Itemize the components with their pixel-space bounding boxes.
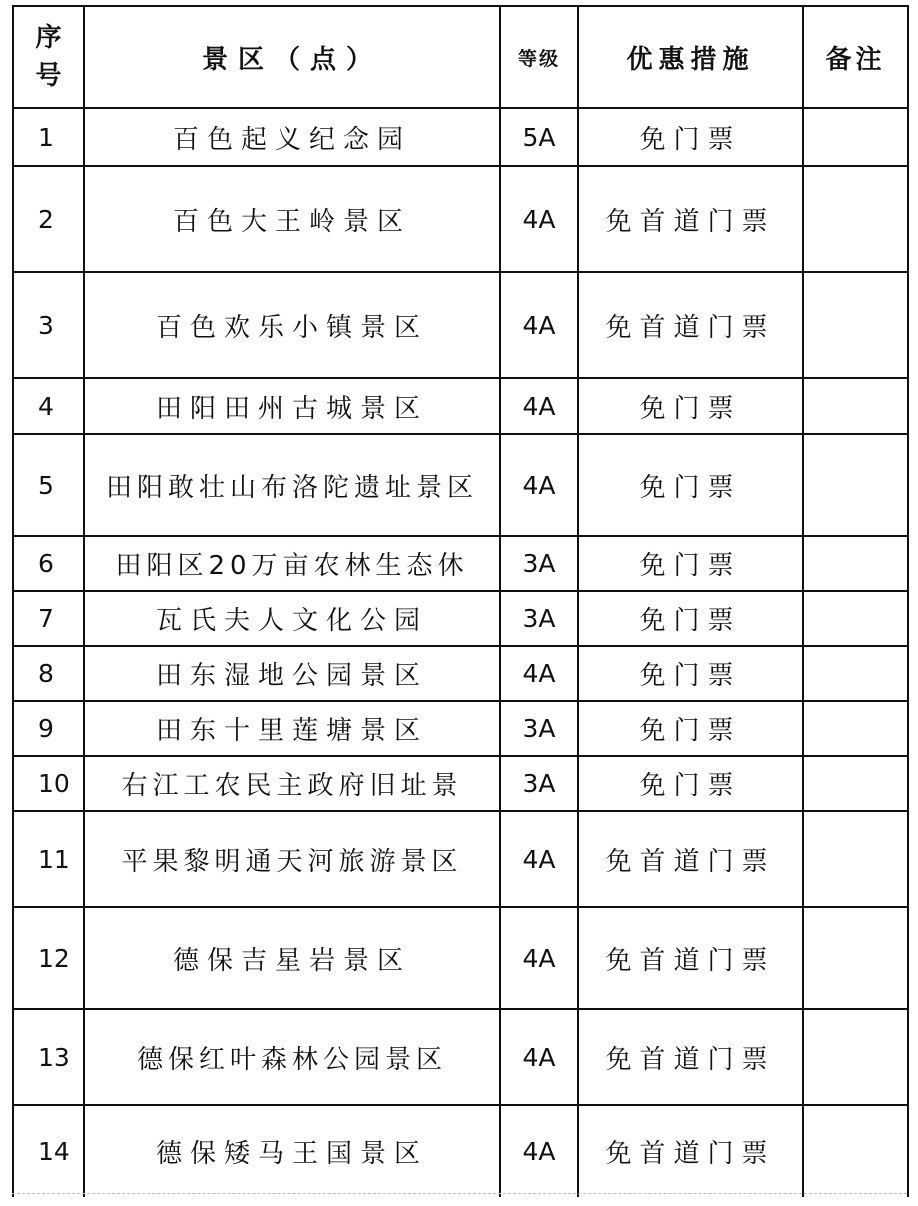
row-seq: 14 bbox=[13, 1105, 84, 1197]
table-row bbox=[13, 536, 908, 591]
page-cut-line bbox=[12, 1193, 907, 1194]
table-row bbox=[13, 1009, 908, 1105]
row-seq: 13 bbox=[13, 1009, 84, 1105]
row-name: 田阳田州古城景区 bbox=[84, 378, 500, 434]
row-measure: 免门票 bbox=[578, 701, 803, 756]
row-note bbox=[803, 591, 908, 646]
row-note bbox=[803, 166, 908, 272]
row-grade: 4A bbox=[500, 434, 578, 536]
table-row bbox=[13, 272, 908, 378]
row-grade: 4A bbox=[500, 646, 578, 701]
row-measure: 免首道门票 bbox=[578, 166, 803, 272]
row-grade: 3A bbox=[500, 756, 578, 811]
row-grade: 4A bbox=[500, 811, 578, 907]
row-seq: 3 bbox=[13, 272, 84, 378]
row-note bbox=[803, 536, 908, 591]
header-grade: 等级 bbox=[500, 6, 578, 108]
table-row bbox=[13, 646, 908, 701]
row-name: 右江工农民主政府旧址景 bbox=[84, 756, 500, 811]
row-seq: 9 bbox=[13, 701, 84, 756]
row-name: 瓦氏夫人文化公园 bbox=[84, 591, 500, 646]
table-row bbox=[13, 701, 908, 756]
row-seq: 5 bbox=[13, 434, 84, 536]
row-name: 德保吉星岩景区 bbox=[84, 907, 500, 1009]
row-measure: 免首道门票 bbox=[578, 1009, 803, 1105]
table-row bbox=[13, 108, 908, 166]
row-grade: 3A bbox=[500, 591, 578, 646]
row-seq: 1 bbox=[13, 108, 84, 166]
row-name: 田阳区20万亩农林生态休 bbox=[84, 536, 500, 591]
row-measure: 免门票 bbox=[578, 108, 803, 166]
row-seq: 6 bbox=[13, 536, 84, 591]
row-measure: 免首道门票 bbox=[578, 811, 803, 907]
header-row bbox=[13, 6, 908, 108]
row-measure: 免门票 bbox=[578, 536, 803, 591]
row-note bbox=[803, 701, 908, 756]
row-grade: 4A bbox=[500, 166, 578, 272]
row-note bbox=[803, 756, 908, 811]
row-name: 田东十里莲塘景区 bbox=[84, 701, 500, 756]
row-measure: 免门票 bbox=[578, 646, 803, 701]
row-note bbox=[803, 811, 908, 907]
row-note bbox=[803, 1009, 908, 1105]
table-row bbox=[13, 811, 908, 907]
row-measure: 免首道门票 bbox=[578, 1105, 803, 1197]
row-grade: 3A bbox=[500, 701, 578, 756]
row-seq: 12 bbox=[13, 907, 84, 1009]
row-note bbox=[803, 108, 908, 166]
row-name: 百色欢乐小镇景区 bbox=[84, 272, 500, 378]
row-measure: 免门票 bbox=[578, 434, 803, 536]
row-name: 百色大王岭景区 bbox=[84, 166, 500, 272]
table-row bbox=[13, 907, 908, 1009]
row-grade: 5A bbox=[500, 108, 578, 166]
header-name: 景区（点） bbox=[84, 6, 500, 108]
row-grade: 3A bbox=[500, 536, 578, 591]
table-row bbox=[13, 1105, 908, 1197]
row-note bbox=[803, 907, 908, 1009]
row-seq: 7 bbox=[13, 591, 84, 646]
table-row bbox=[13, 591, 908, 646]
row-measure: 免门票 bbox=[578, 756, 803, 811]
row-seq: 10 bbox=[13, 756, 84, 811]
row-note bbox=[803, 646, 908, 701]
row-grade: 4A bbox=[500, 1009, 578, 1105]
row-grade: 4A bbox=[500, 378, 578, 434]
row-name: 田东湿地公园景区 bbox=[84, 646, 500, 701]
row-grade: 4A bbox=[500, 907, 578, 1009]
row-name: 德保红叶森林公园景区 bbox=[84, 1009, 500, 1105]
row-measure: 免门票 bbox=[578, 591, 803, 646]
header-note: 备注 bbox=[803, 6, 908, 108]
row-name: 德保矮马王国景区 bbox=[84, 1105, 500, 1197]
row-measure: 免门票 bbox=[578, 378, 803, 434]
table-row bbox=[13, 756, 908, 811]
row-note bbox=[803, 434, 908, 536]
row-grade: 4A bbox=[500, 272, 578, 378]
table-row bbox=[13, 166, 908, 272]
header-measure: 优惠措施 bbox=[578, 6, 803, 108]
row-seq: 8 bbox=[13, 646, 84, 701]
row-name: 百色起义纪念园 bbox=[84, 108, 500, 166]
row-seq: 2 bbox=[13, 166, 84, 272]
row-note bbox=[803, 378, 908, 434]
row-seq: 4 bbox=[13, 378, 84, 434]
row-measure: 免首道门票 bbox=[578, 907, 803, 1009]
row-name: 平果黎明通天河旅游景区 bbox=[84, 811, 500, 907]
row-measure: 免首道门票 bbox=[578, 272, 803, 378]
row-grade: 4A bbox=[500, 1105, 578, 1197]
row-name: 田阳敢壮山布洛陀遗址景区 bbox=[84, 434, 500, 536]
scenic-spot-table bbox=[12, 5, 909, 1197]
header-seq bbox=[13, 6, 84, 108]
row-note bbox=[803, 1105, 908, 1197]
row-seq: 11 bbox=[13, 811, 84, 907]
table-row bbox=[13, 434, 908, 536]
row-note bbox=[803, 272, 908, 378]
table-row bbox=[13, 378, 908, 434]
header-seq-label: 序号 bbox=[35, 23, 62, 91]
